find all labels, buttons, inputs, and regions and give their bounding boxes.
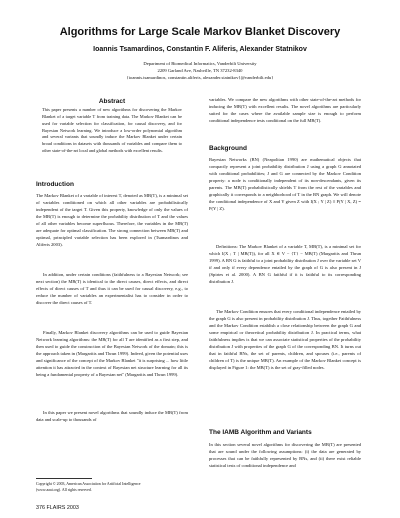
paper-title: Algorithms for Large Scale Markov Blanket Discovery: [59, 26, 341, 38]
introduction-heading: Introduction: [36, 181, 74, 188]
background-paragraph: The Markov Condition ensures that every conditional independence entailed by the graph G is also present in probability distribution J. Thus, together Faithfulness and the Markov Condition establish a close relationship between the graph G and some empirical or theoretical probability distribution J. In practical terms, what faithfulness implies is that we can associate statistical properties of the probability distribution J with properties of the graph G of the corresponding BN. It turns out that in faithful BNs, the set of parents, children, and spouses (i.e., parents of children of T) is the unique MB(T). An example of the Markov Blanket concept is displayed in Figure 1: the MB(T) is the set of gray-filled nodes.: [209, 309, 361, 371]
footnote-rule: [36, 478, 92, 479]
iamb-paragraph: In this section several novel algorithms for discovering the MB(T) are presented that are sound under the following assumptions: (i) the data are generated by processes that can be faithfully represented by BNs, and (ii) there exist reliable statistical tests of conditional independence and: [209, 442, 361, 469]
affiliation-address: 2209 Garland Ave, Nashville, TN 37232-8340: [157, 68, 243, 73]
copyright-line: (www.aaai.org). All rights reserved.: [36, 488, 92, 492]
intro-paragraph: In this paper we present novel algorithms that soundly induce the MB(T) from data and scale-up to thousands of: [36, 410, 188, 423]
affiliation-department: Department of Biomedical Informatics, Vanderbilt University: [143, 61, 257, 66]
iamb-heading: The IAMB Algorithm and Variants: [209, 429, 312, 436]
background-paragraph: Definitions: The Markov Blanket of a variable T, MB(T), is a minimal set for which I(X ; T | MB(T)), for all X ∈ V − {T} − MB(T) (Margaritis and Thrun 1999). A BN G is faithful to a joint probability distribution J over the variable set V if and only if every dependence entailed by the graph of G is also present in J (Spirtes et al. 2000). A BN G faithful if it is faithful to its corresponding distribution J.: [209, 244, 361, 285]
intro-paragraph: In addition, under certain conditions (faithfulness to a Bayesian Network; see next section) the MB(T) is identical to the direct causes, direct effects, and direct effects of direct causes of T and thus it can be used for causal discovery, e.g., to reduce the number of variables an experimentalist has to consider in order to discover the direct causes of T.: [36, 272, 188, 306]
abstract-heading: Abstract: [98, 98, 126, 105]
page-footer: 376 FLAIRS 2003: [36, 505, 79, 511]
abstract-text: This paper presents a number of new algorithms for discovering the Markov Blanket of a target variable T from training data. The Markov Blanket can be used for variable selection for classification, for causal discovery, and for Bayesian Network learning. We introduce a low-order polynomial algorithm and several variants that soundly induce the Markov Blanket under certain broad conditions in datasets with thousands of variables and compare them to other state-of-the-art local and global methods with excellent results.: [42, 107, 182, 154]
background-heading: Background: [209, 145, 247, 152]
affiliation-email: {ioannis.tsamardinos, constantin.aliferis, alexander.statnikov}@vanderbilt.edu}: [126, 75, 274, 80]
copyright-line: Copyright © 2003, American Association for Artificial Intelligence: [36, 482, 141, 486]
background-paragraph: Bayesian Networks (BN) (Neapolitan 1990) are mathematical objects that compactly represent a joint probability distribution J using a graph G annotated with conditional probabilities; J and G are connected by the Markov Condition property: a node is conditionally independent of its non-descendants, given its parents. The MB(T) probabilistically shields T from the rest of the variables and graphically it corresponds to a neighborhood of T in the BN graph. We will denote the conditional independence of X and Y given Z with I(X ; Y | Z) ≡ P(Y | X, Z) = P(Y | Z).: [209, 157, 361, 212]
intro-paragraph: The Markov Blanket of a variable of interest T, denoted as MB(T), is a minimal set of variables conditioned on which all other variables are probabilistically independent of the target T. Given this property, knowledge of only the values of the MB(T) is enough to determine the probability distribution of T and the values of all other variables become superfluous. Therefore, the variables in the MB(T) are adequate for optimal classification. The strong connection between MB(T) and optimal, principled variable selection has been explored in (Tsamardinos and Aliferis 2003).: [36, 193, 188, 248]
affiliation-block: [0, 60, 400, 81]
author-list: Ioannis Tsamardinos, Constantin F. Aliferis, Alexander Statnikov: [93, 46, 307, 53]
copyright-footnote: [36, 481, 188, 493]
intro-paragraph: Finally, Markov Blanket discovery algorithms can be used to guide Bayesian Network learning algorithms: the MB(T) for all T are identified as a first step, and then used to guide the construction of the Bayesian Network of the domain; this is the approach taken in (Margaritis and Thrun 1999). Indeed, given the potential uses and significance of the concept of the Markov Blanket "it is surprising ... how little attention it has attracted in the context of Bayesian net structure learning for all its being a fundamental property of a Bayesian net" (Margaritis and Thrun 1999).: [36, 330, 188, 378]
intro-continuation: variables. We compare the new algorithms with other state-of-the-art methods for inducing the MB(T) with excellent results. The novel algorithms are particularly suited for the cases where the available sample size is enough to perform conditional independence tests conditional on the full MB(T).: [209, 97, 361, 124]
